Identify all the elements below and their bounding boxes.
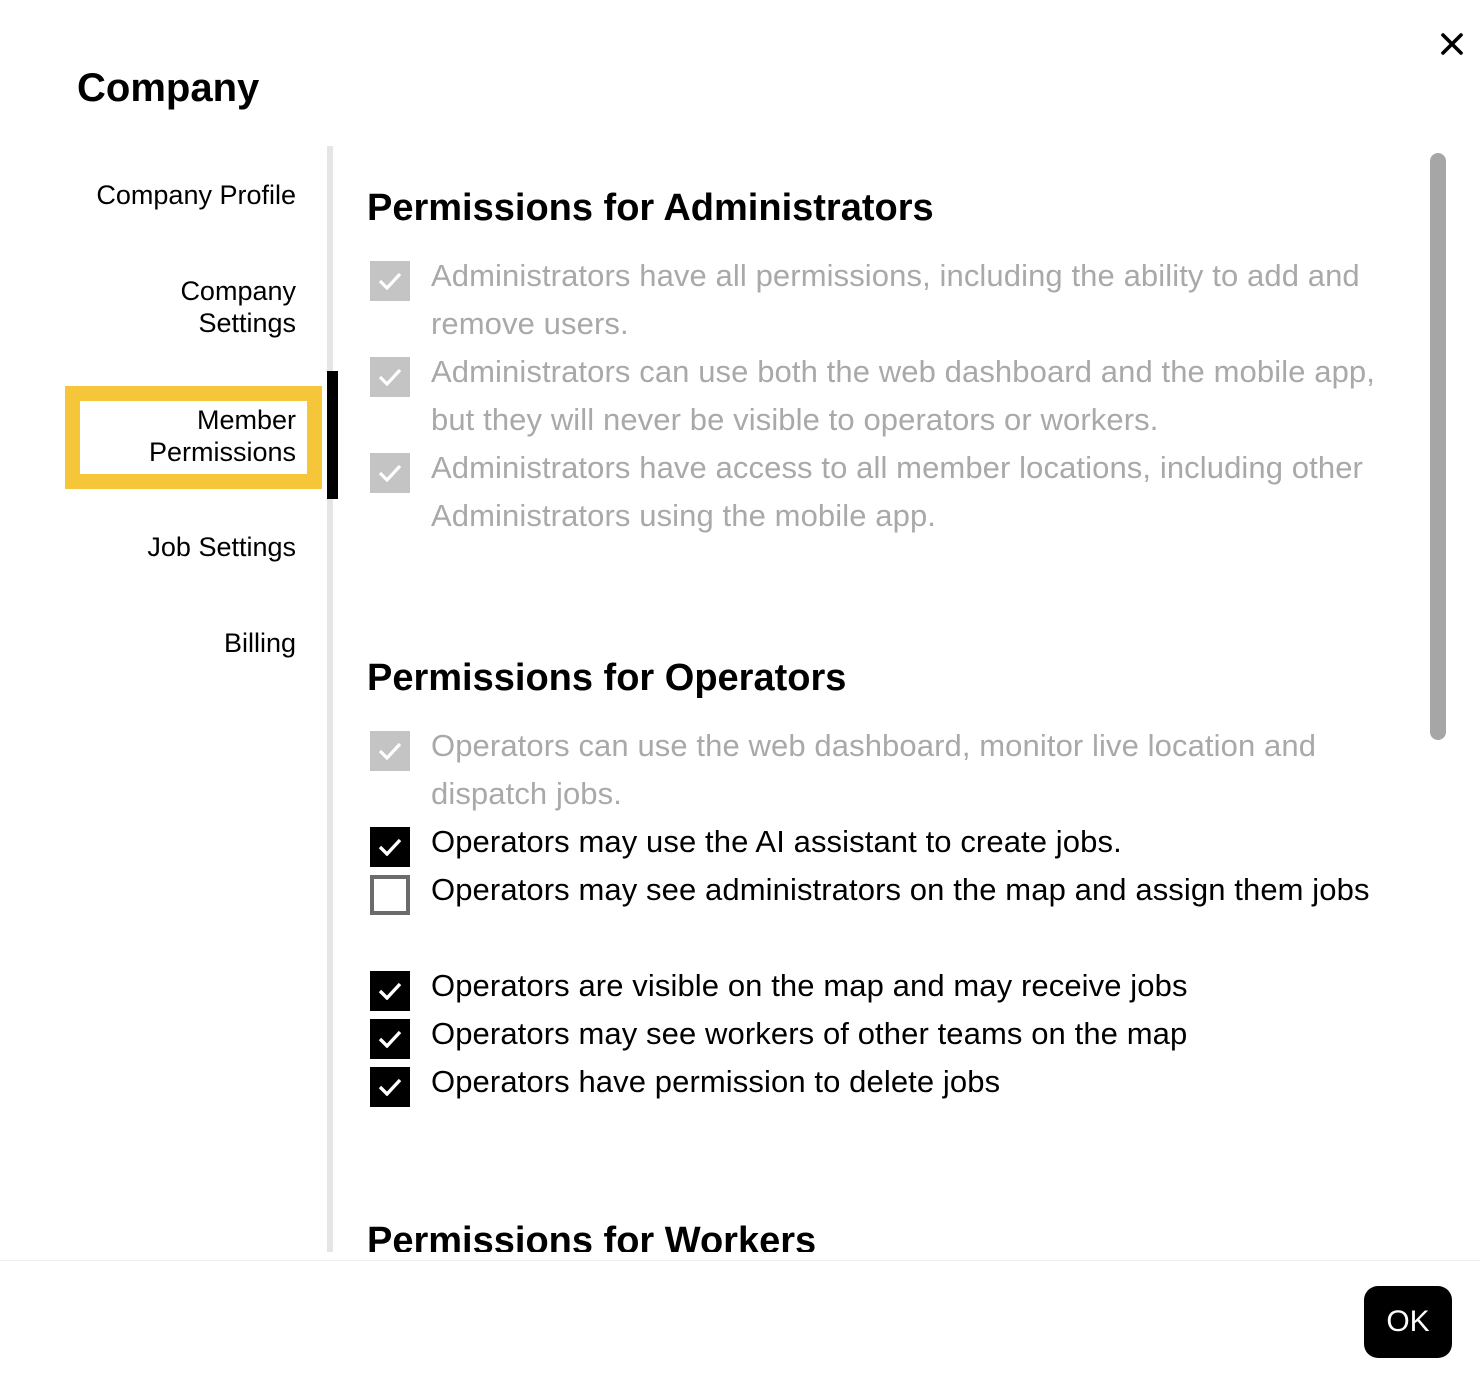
permission-row bbox=[370, 818, 1390, 866]
permission-row bbox=[370, 348, 1390, 444]
sidebar-track bbox=[327, 146, 333, 1252]
checkbox-see-other-teams[interactable] bbox=[370, 1019, 410, 1059]
section-title-workers: Permissions for Workers bbox=[367, 1220, 817, 1252]
checkbox-delete-jobs[interactable] bbox=[370, 1067, 410, 1107]
checkmark-icon bbox=[378, 838, 402, 856]
checkbox-disabled bbox=[370, 261, 410, 301]
section-title-administrators: Permissions for Administrators bbox=[367, 187, 934, 229]
permission-row bbox=[370, 1010, 1390, 1058]
permission-row bbox=[370, 444, 1390, 540]
permission-text: Operators may use the AI assistant to create jobs. bbox=[431, 824, 1122, 859]
checkmark-icon bbox=[378, 464, 402, 482]
checkmark-icon bbox=[378, 272, 402, 290]
sidebar-item-company-profile[interactable]: Company Profile bbox=[96, 180, 296, 210]
permission-text: Operators may see workers of other teams on the map bbox=[431, 1016, 1188, 1051]
checkbox-ai-assistant[interactable] bbox=[370, 827, 410, 867]
checkmark-icon bbox=[378, 1030, 402, 1048]
close-button[interactable] bbox=[1430, 22, 1474, 66]
checkmark-icon bbox=[378, 742, 402, 760]
checkmark-icon bbox=[378, 1078, 402, 1096]
sidebar-item-member-permissions[interactable]: Member Permissions bbox=[65, 386, 322, 489]
permission-text: Operators can use the web dashboard, monitor live location and dispatch jobs. bbox=[431, 728, 1317, 811]
close-icon bbox=[1441, 33, 1463, 55]
sidebar-item-billing[interactable]: Billing bbox=[223, 628, 296, 658]
sidebar-nav bbox=[0, 146, 337, 1252]
checkmark-icon bbox=[378, 982, 402, 1000]
permission-text: Operators are visible on the map and may receive jobs bbox=[431, 968, 1188, 1003]
checkbox-disabled bbox=[370, 453, 410, 493]
checkbox-see-administrators[interactable] bbox=[370, 875, 410, 915]
ok-button[interactable]: OK bbox=[1364, 1286, 1452, 1358]
checkbox-visible-on-map[interactable] bbox=[370, 971, 410, 1011]
sidebar-item-job-settings[interactable]: Job Settings bbox=[147, 532, 296, 562]
permission-row bbox=[370, 962, 1390, 1010]
scrollbar-thumb[interactable] bbox=[1430, 153, 1446, 740]
checkbox-disabled bbox=[370, 357, 410, 397]
sidebar-item-company-settings[interactable]: Company Settings bbox=[180, 276, 296, 338]
permission-row bbox=[370, 866, 1390, 914]
section-title-operators: Permissions for Operators bbox=[367, 657, 847, 699]
permission-row bbox=[370, 1058, 1390, 1106]
permission-text: Administrators have access to all member locations, including other Administrators using the mobile app. bbox=[431, 450, 1363, 533]
permission-text: Operators have permission to delete jobs bbox=[431, 1064, 1001, 1099]
permission-row bbox=[370, 252, 1390, 348]
checkbox-disabled bbox=[370, 731, 410, 771]
page-title: Company bbox=[77, 66, 260, 110]
checkmark-icon bbox=[378, 368, 402, 386]
dialog-footer bbox=[0, 1260, 1480, 1373]
permission-text: Administrators can use both the web dashboard and the mobile app, but they will never be visible to operators or workers. bbox=[431, 354, 1375, 437]
permission-text: Operators may see administrators on the map and assign them jobs bbox=[431, 872, 1370, 907]
permission-row bbox=[370, 722, 1390, 818]
permissions-content[interactable] bbox=[337, 146, 1427, 1252]
permission-text: Administrators have all permissions, including the ability to add and remove users. bbox=[431, 258, 1360, 341]
